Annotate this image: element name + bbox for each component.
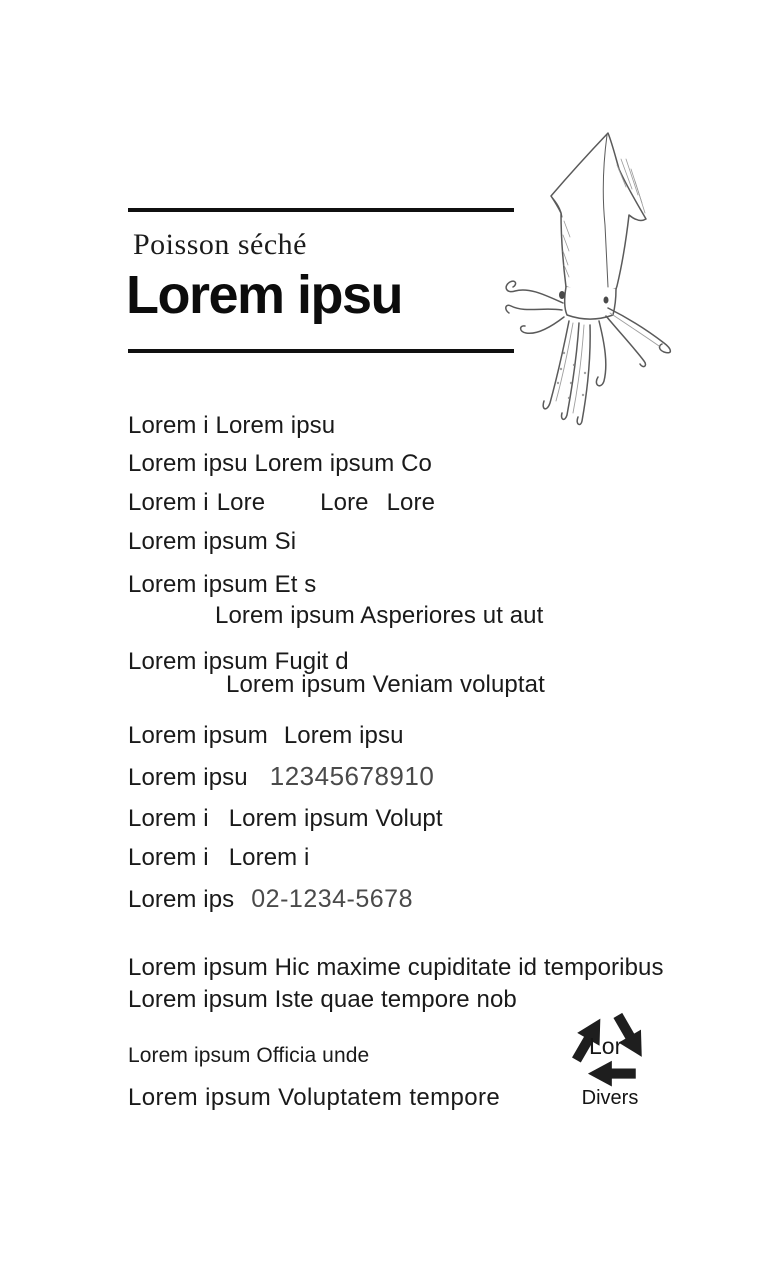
squid-sketch-icon — [495, 103, 685, 433]
field-label: Lorem ipsum — [128, 722, 268, 749]
field-value-phone: 02-1234-5678 — [251, 885, 413, 913]
field-label: Lorem ips — [128, 886, 235, 913]
field-value: Lore — [216, 489, 266, 516]
footer-line-4: Lorem ipsum Voluptatem tempore — [128, 1084, 501, 1111]
detail-line-3 — [128, 489, 435, 517]
detail-line-10 — [128, 762, 434, 792]
detail-line-7: Lorem ipsum Fugit d — [128, 648, 349, 675]
detail-line-2: Lorem ipsu Lorem ipsum Co — [128, 450, 432, 477]
page-title: Lorem ipsu — [126, 265, 403, 325]
footer-line-1: Lorem ipsum Hic maxime cupiditate id temporibus — [128, 954, 664, 981]
detail-line-5: Lorem ipsum Et s — [128, 571, 317, 598]
field-value: Lorem ipsum Volupt — [228, 805, 443, 832]
field-value: Lorem i — [228, 844, 310, 871]
field-label: Lorem i — [128, 489, 209, 516]
field-label: Lorem ipsu — [128, 764, 248, 791]
detail-line-8: Lorem ipsum Veniam voluptat — [226, 671, 545, 698]
field-value: Lore — [386, 489, 436, 516]
field-label: Lorem i — [128, 844, 209, 871]
footer-line-3: Lorem ipsum Officia unde — [128, 1044, 370, 1067]
detail-line-6: Lorem ipsum Asperiores ut aut — [215, 602, 544, 629]
detail-line-11 — [128, 805, 443, 833]
field-value: Lorem ipsu — [283, 722, 404, 749]
detail-line-4: Lorem ipsum Si — [128, 528, 297, 555]
detail-line-9 — [128, 722, 404, 750]
field-label: Lorem i — [128, 805, 209, 832]
product-subtitle: Poisson séché — [133, 228, 307, 261]
header-rule-top — [128, 208, 514, 212]
detail-line-1: Lorem i Lorem ipsu — [128, 412, 336, 439]
header-rule-bottom — [128, 349, 514, 353]
detail-line-13 — [128, 885, 413, 914]
footer-line-2: Lorem ipsum Iste quae tempore nob — [128, 986, 517, 1013]
field-value-number: 12345678910 — [269, 761, 435, 791]
recycle-inner-label: Lor — [589, 1033, 623, 1059]
detail-line-12 — [128, 844, 309, 872]
recycle-caption: Divers — [581, 1087, 639, 1109]
field-value: Lore — [320, 489, 369, 516]
